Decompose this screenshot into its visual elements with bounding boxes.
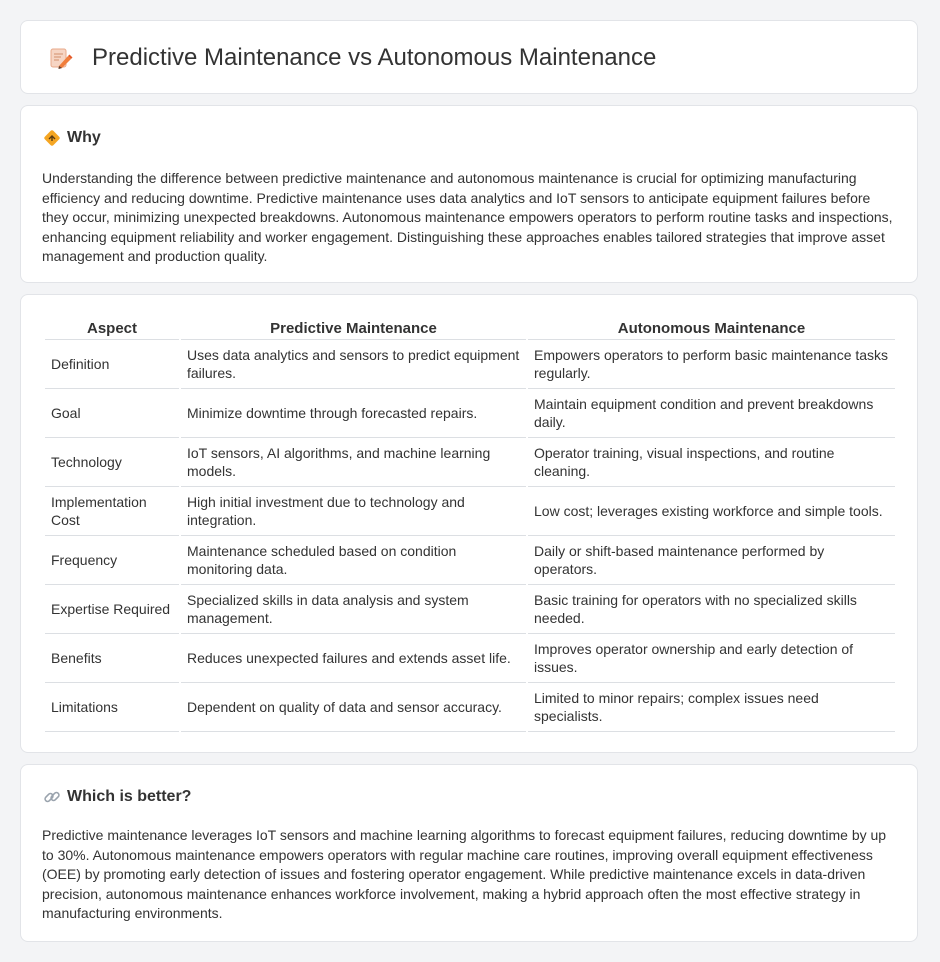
row-predictive: Reduces unexpected failures and extends asset life. <box>181 634 526 683</box>
diamond-direction-icon <box>43 129 61 147</box>
row-autonomous: Maintain equipment condition and prevent breakdowns daily. <box>528 389 895 438</box>
row-autonomous: Low cost; leverages existing workforce and simple tools. <box>528 487 895 536</box>
row-predictive: Dependent on quality of data and sensor accuracy. <box>181 683 526 732</box>
table-row <box>45 340 895 389</box>
comparison-section <box>20 294 918 753</box>
header-card <box>20 20 918 94</box>
which-heading-row <box>43 787 191 807</box>
row-autonomous: Daily or shift-based maintenance performed by operators. <box>528 536 895 585</box>
row-autonomous: Empowers operators to perform basic maintenance tasks regularly. <box>528 340 895 389</box>
row-predictive: Maintenance scheduled based on condition monitoring data. <box>181 536 526 585</box>
row-aspect: Goal <box>45 389 179 438</box>
row-aspect: Implementation Cost <box>45 487 179 536</box>
column-header-autonomous: Autonomous Maintenance <box>528 315 895 340</box>
table-row <box>45 634 895 683</box>
why-heading-row <box>43 128 101 148</box>
why-text: Understanding the difference between predictive maintenance and autonomous maintenance is crucial for optimizing manufacturing efficiency and reducing downtime. Predictive maintenance uses data analytics and IoT sensors to anticipate equipment failures before they occur, minimizing unexpected breakdowns. Autonomous maintenance empowers operators to perform routine tasks and inspections, enhancing equipment reliability and worker engagement. Distinguishing these approaches enables tailored strategies that improve asset management and production quality. <box>42 170 893 264</box>
table-row <box>45 585 895 634</box>
row-predictive: Specialized skills in data analysis and system management. <box>181 585 526 634</box>
table-row <box>45 683 895 732</box>
table-header-row <box>45 315 895 340</box>
comparison-table <box>43 315 897 732</box>
table-row <box>45 389 895 438</box>
which-text: Predictive maintenance leverages IoT sensors and machine learning algorithms to forecast equipment failures, reducing downtime by up to 30%. Autonomous maintenance empowers operators with regular machine care routines, improving overall equipment effectiveness (OEE) by promoting early detection of issues and fostering operator engagement. While predictive maintenance excels in data-driven precision, autonomous maintenance enhances workforce involvement, making a hybrid approach often the most effective strategy in manufacturing environments. <box>42 827 887 921</box>
row-autonomous: Limited to minor repairs; complex issues need specialists. <box>528 683 895 732</box>
row-autonomous: Basic training for operators with no specialized skills needed. <box>528 585 895 634</box>
row-aspect: Frequency <box>45 536 179 585</box>
row-predictive: Minimize downtime through forecasted repairs. <box>181 389 526 438</box>
row-autonomous: Improves operator ownership and early detection of issues. <box>528 634 895 683</box>
row-aspect: Benefits <box>45 634 179 683</box>
which-heading: Which is better? <box>67 788 192 805</box>
row-aspect: Expertise Required <box>45 585 179 634</box>
table-row <box>45 487 895 536</box>
link-icon <box>43 788 61 806</box>
row-predictive: IoT sensors, AI algorithms, and machine learning models. <box>181 438 526 487</box>
page-title: Predictive Maintenance vs Autonomous Maintenance <box>92 44 657 71</box>
row-aspect: Technology <box>45 438 179 487</box>
why-section <box>20 105 918 283</box>
table-row <box>45 536 895 585</box>
why-heading: Why <box>67 129 101 146</box>
row-autonomous: Operator training, visual inspections, and routine cleaning. <box>528 438 895 487</box>
row-aspect: Limitations <box>45 683 179 732</box>
column-header-predictive: Predictive Maintenance <box>181 315 526 340</box>
row-predictive: Uses data analytics and sensors to predict equipment failures. <box>181 340 526 389</box>
column-header-aspect: Aspect <box>45 315 179 340</box>
table-row <box>45 438 895 487</box>
which-section <box>20 764 918 942</box>
row-predictive: High initial investment due to technology and integration. <box>181 487 526 536</box>
row-aspect: Definition <box>45 340 179 389</box>
notepad-pencil-icon <box>47 45 73 71</box>
